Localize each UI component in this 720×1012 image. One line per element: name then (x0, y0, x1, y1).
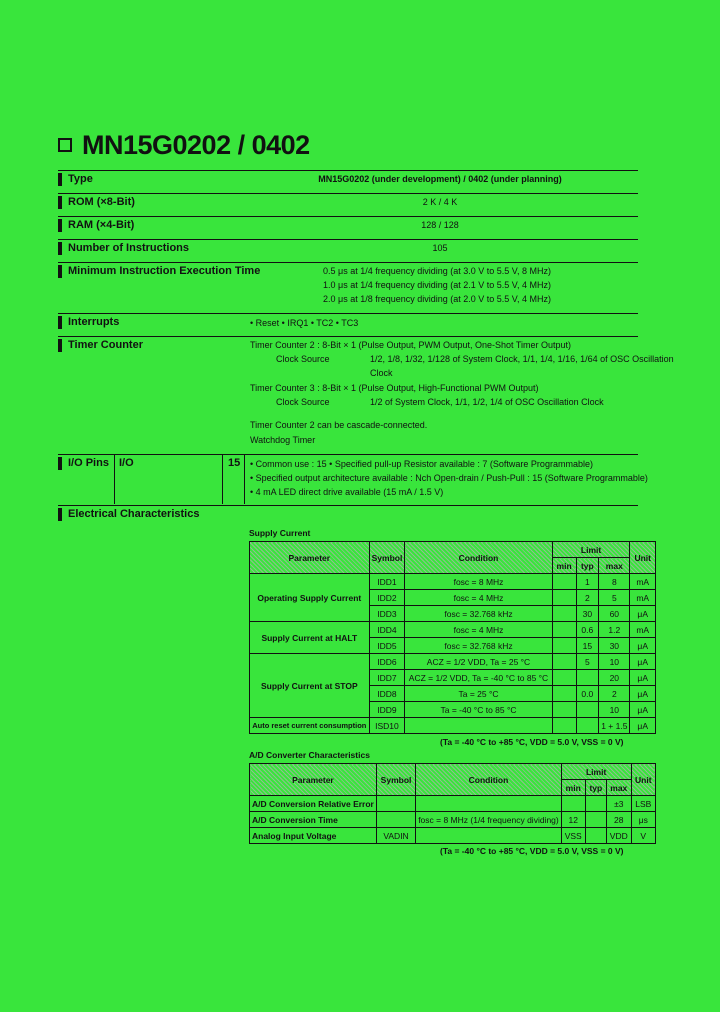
io-pins-label: I/O Pins (68, 457, 109, 469)
supply-conditions-note: (Ta = -40 °C to +85 °C, VDD = 5.0 V, VSS = 0 V) (440, 737, 624, 747)
electrical-label: Electrical Characteristics (68, 508, 200, 520)
group-label: Operating Supply Current (250, 574, 370, 622)
clock-source-value: Clock (370, 368, 393, 378)
interrupts-label: Interrupts (68, 316, 120, 328)
io-sub-label: I/O (119, 457, 134, 469)
divider (58, 336, 638, 337)
type-label: Type (68, 173, 93, 185)
rom-value: 2 K / 4 K (422, 197, 458, 207)
row-marker (58, 173, 62, 186)
table-row: IDD9 Ta = -40 °C to 85 °C 10 μA (250, 702, 656, 718)
divider (58, 216, 638, 217)
table-row: Supply Current at STOP IDD6 ACZ = 1/2 VDD, Ta = 25 °C 5 10 μA (250, 654, 656, 670)
header-cell: typ (576, 558, 599, 574)
watchdog-timer: Watchdog Timer (250, 435, 316, 445)
header-cell: typ (585, 780, 606, 796)
row-marker (58, 219, 62, 232)
divider (58, 193, 638, 194)
group-label: Supply Current at HALT (250, 622, 370, 654)
table-row: Auto reset current consumption ISD10 1 + 1.5 μA (250, 718, 656, 734)
header-cell: Limit (561, 764, 631, 780)
header-cell: Unit (630, 542, 656, 574)
checkbox-icon (58, 138, 72, 152)
ram-value: 128 / 128 (421, 220, 459, 230)
interrupts-value: • Reset • IRQ1 • TC2 • TC3 (250, 318, 359, 328)
type-value: MN15G0202 (under development) / 0402 (under planning) (318, 174, 562, 184)
io-pin-count: 15 (228, 457, 241, 469)
table-row: IDD5 fosc = 32.768 kHz 15 30 μA (250, 638, 656, 654)
table-row: Supply Current at HALT IDD4 fosc = 4 MHz 0.6 1.2 mA (250, 622, 656, 638)
io-line: • Specified output architecture available : Nch Open-drain / Push-Pull : 15 (Software Programmable) (250, 473, 648, 483)
page-title: MN15G0202 / 0402 (58, 130, 310, 161)
group-label: Supply Current at STOP (250, 654, 370, 718)
divider (222, 454, 223, 504)
header-cell: min (552, 558, 576, 574)
ram-label: RAM (×4-Bit) (68, 219, 135, 231)
exec-time-line: 0.5 μs at 1/4 frequency dividing (at 3.0 V to 5.5 V, 8 MHz) (323, 266, 551, 276)
rom-label: ROM (×8-Bit) (68, 196, 135, 208)
header-cell: Condition (416, 764, 562, 796)
table-row: IDD8 Ta = 25 °C 0.0 2 μA (250, 686, 656, 702)
adc-caption: A/D Converter Characteristics (249, 750, 370, 760)
divider (58, 170, 638, 171)
row-marker (58, 196, 62, 209)
header-cell: Condition (405, 542, 552, 574)
header-cell: Parameter (250, 764, 377, 796)
table-row: IDD3 fosc = 32.768 kHz 30 60 μA (250, 606, 656, 622)
adc-table (249, 763, 656, 844)
group-label: Auto reset current consumption (250, 718, 370, 734)
instructions-label: Number of Instructions (68, 242, 190, 254)
row-marker (58, 316, 62, 329)
table-row: Operating Supply Current IDD1 fosc = 8 MHz 1 8 mA (250, 574, 656, 590)
row-marker (58, 457, 62, 470)
table-row: IDD7 ACZ = 1/2 VDD, Ta = -40 °C to 85 °C 20 μA (250, 670, 656, 686)
instructions-value: 105 (432, 243, 448, 253)
clock-source-label: Clock Source (276, 354, 330, 364)
header-cell: min (561, 780, 585, 796)
divider (58, 454, 638, 455)
io-line: • 4 mA LED direct drive available (15 mA / 1.5 V) (250, 487, 444, 497)
header-cell: Parameter (250, 542, 370, 574)
divider (58, 239, 638, 240)
header-cell: Limit (552, 542, 630, 558)
clock-source-label: Clock Source (276, 397, 330, 407)
header-cell: Symbol (376, 764, 415, 796)
table-row: A/D Conversion Time fosc = 8 MHz (1/4 frequency dividing) 12 28 μs (250, 812, 656, 828)
row-marker (58, 508, 62, 521)
clock-source-value: 1/2 of System Clock, 1/1, 1/2, 1/4 of OSC Oscillation Clock (370, 397, 604, 407)
header-cell: max (599, 558, 630, 574)
supply-current-table (249, 541, 656, 734)
clock-source-value: 1/2, 1/8, 1/32, 1/128 of System Clock, 1/1, 1/4, 1/16, 1/64 of OSC Oscillation (370, 354, 674, 364)
timer-counter-2: Timer Counter 2 : 8-Bit × 1 (Pulse Output, PWM Output, One-Shot Timer Output) (250, 340, 572, 350)
adc-conditions-note: (Ta = -40 °C to +85 °C, VDD = 5.0 V, VSS = 0 V) (440, 846, 624, 856)
cascade-note: Timer Counter 2 can be cascade-connected. (250, 420, 428, 430)
row-marker (58, 339, 62, 352)
io-line: • Common use : 15 • Specified pull-up Resistor available : 7 (Software Programmable) (250, 459, 593, 469)
exec-time-line: 1.0 μs at 1/4 frequency dividing (at 2.1 V to 5.5 V, 4 MHz) (323, 280, 551, 290)
divider (58, 505, 638, 506)
divider (244, 454, 245, 504)
header-cell: max (607, 780, 632, 796)
timer-counter-label: Timer Counter (68, 339, 143, 351)
exec-time-line: 2.0 μs at 1/8 frequency dividing (at 2.0 V to 5.5 V, 4 MHz) (323, 294, 551, 304)
divider (58, 313, 638, 314)
row-marker (58, 242, 62, 255)
header-cell: Unit (631, 764, 655, 796)
supply-current-caption: Supply Current (249, 528, 311, 538)
divider (58, 262, 638, 263)
table-row: Analog Input Voltage VADIN VSS VDD V (250, 828, 656, 844)
header-cell: Symbol (369, 542, 405, 574)
table-row: IDD2 fosc = 4 MHz 2 5 mA (250, 590, 656, 606)
timer-counter-3: Timer Counter 3 : 8-Bit × 1 (Pulse Output, High-Functional PWM Output) (250, 383, 539, 393)
table-row: A/D Conversion Relative Error ±3 LSB (250, 796, 656, 812)
row-marker (58, 265, 62, 278)
divider (114, 454, 115, 504)
exec-time-label: Minimum Instruction Execution Time (68, 265, 261, 277)
